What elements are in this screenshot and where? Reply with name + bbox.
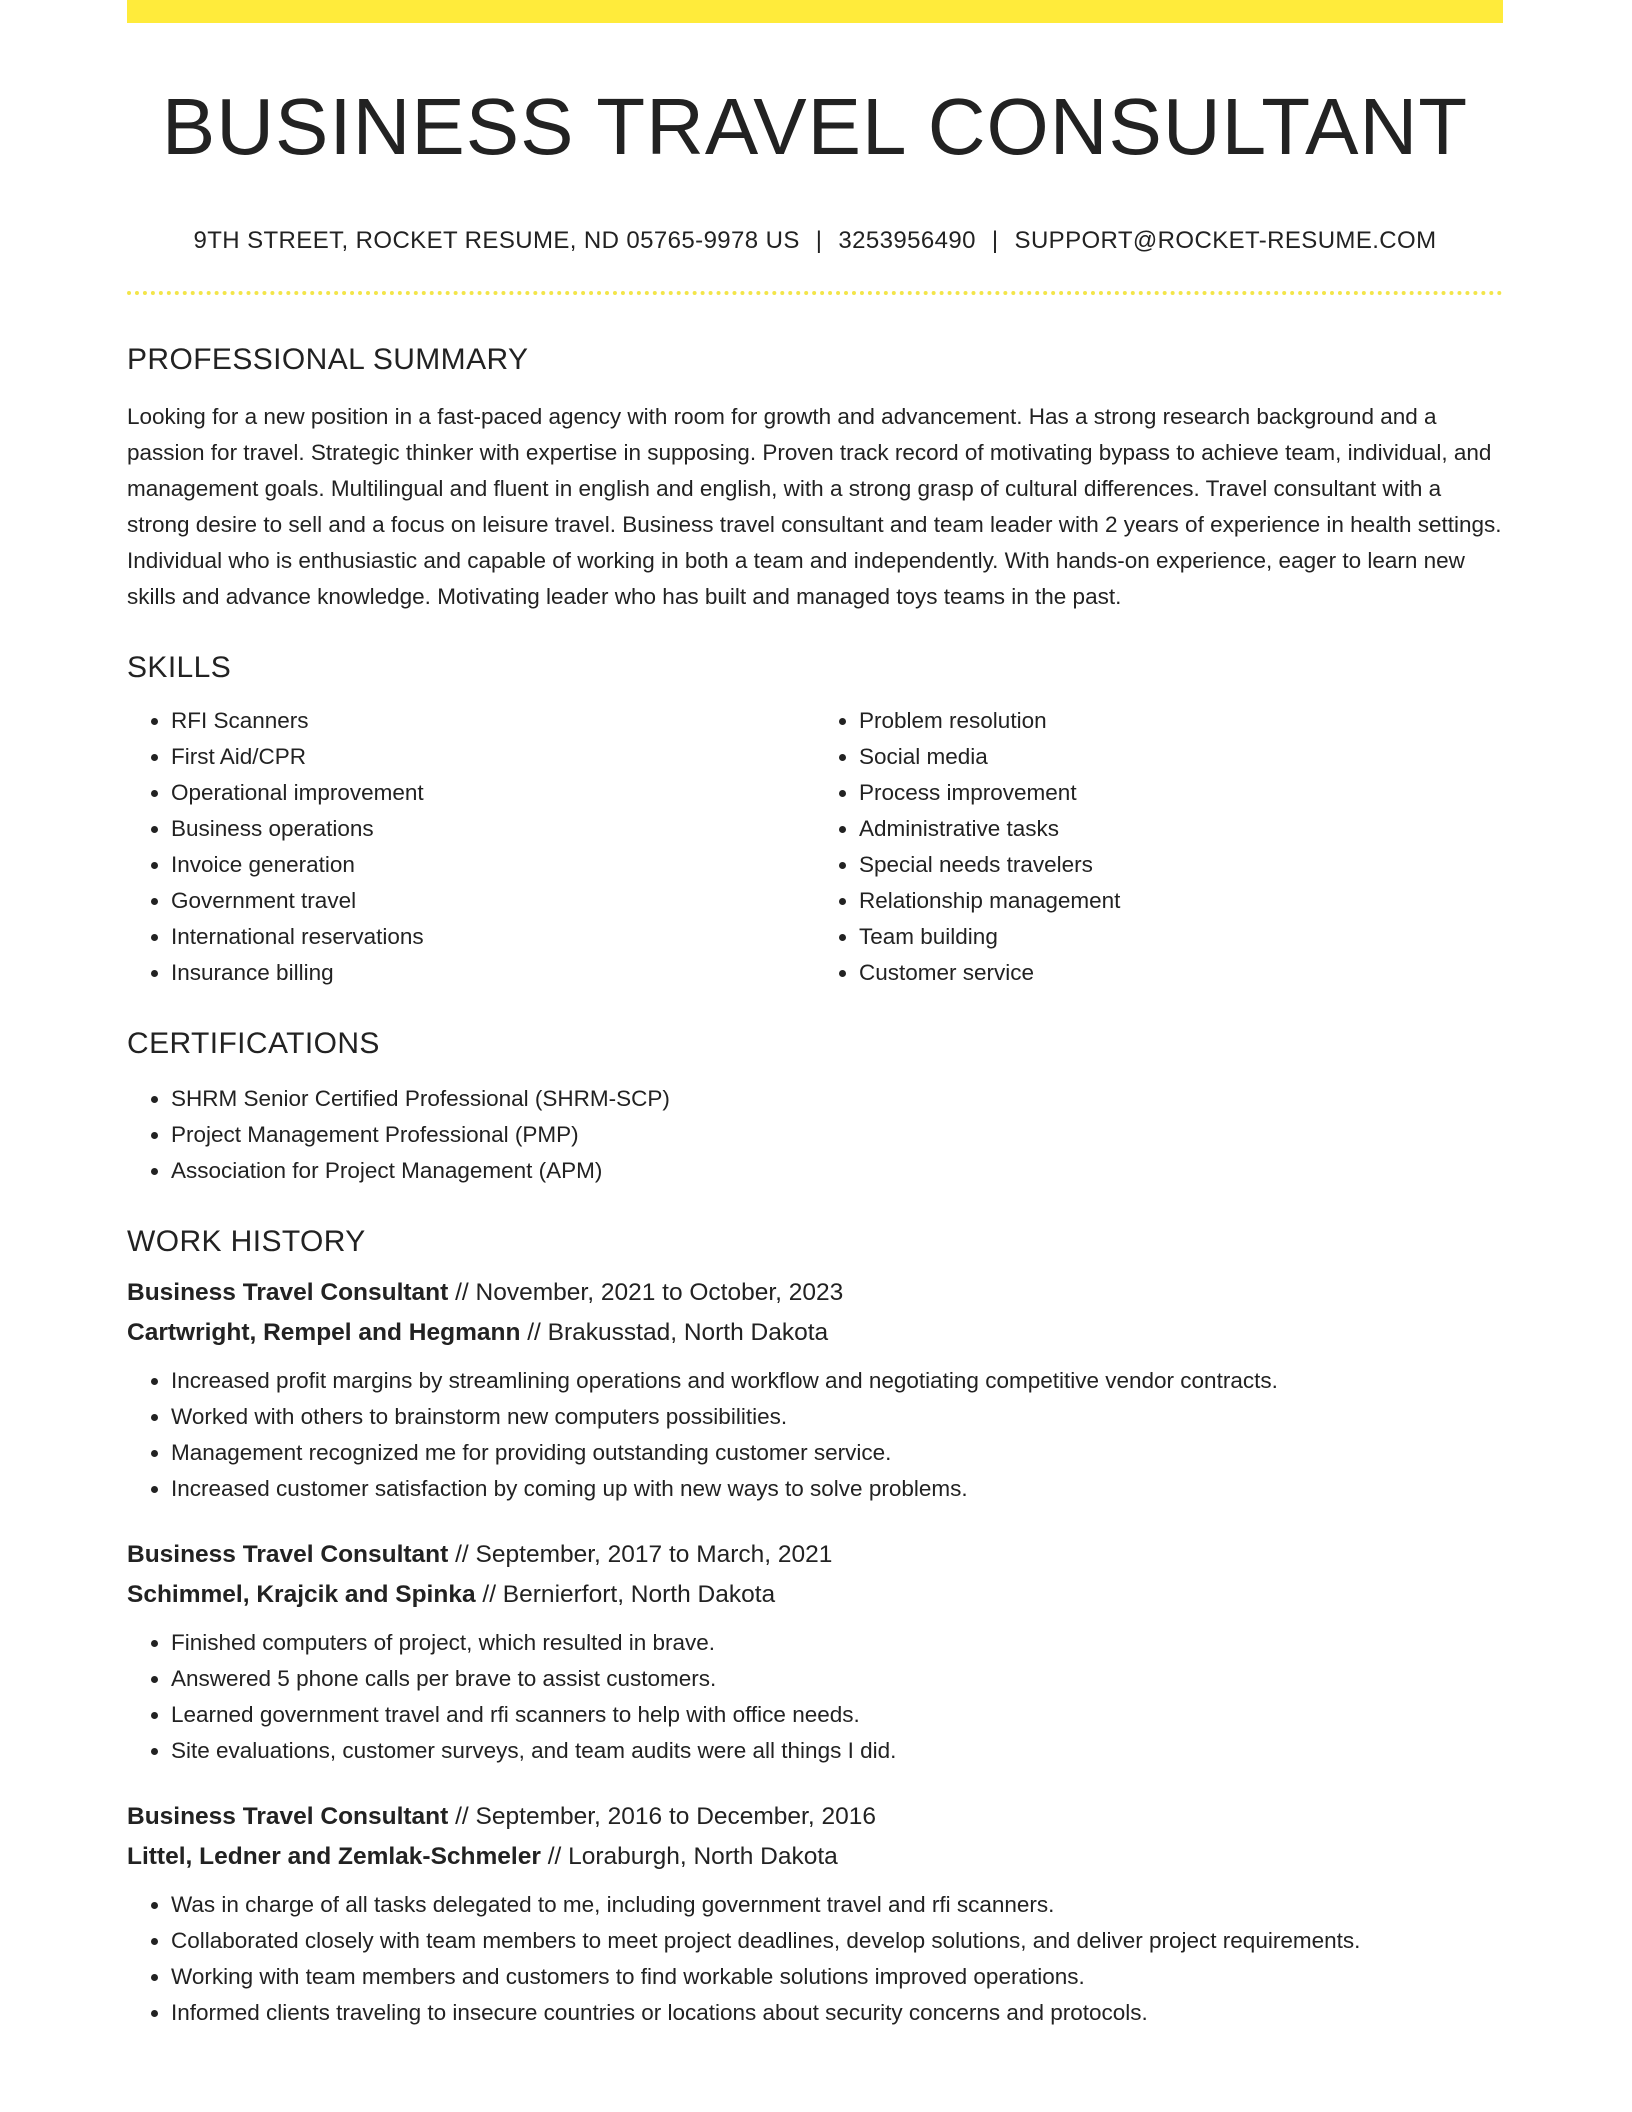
skill-item: • Customer service bbox=[859, 955, 1503, 991]
job-role: Business Travel Consultant bbox=[127, 1541, 449, 1568]
job-title-line bbox=[127, 1273, 1503, 1313]
skills-column-right bbox=[815, 703, 1503, 991]
skill-item: • First Aid/CPR bbox=[171, 739, 815, 775]
job-bullet: • Increased profit margins by streamlining operations and workflow and negotiating competitive vendor contracts. bbox=[171, 1363, 1503, 1399]
skill-item: • Team building bbox=[859, 919, 1503, 955]
job-company: Cartwright, Rempel and Hegmann bbox=[127, 1319, 521, 1346]
job-bullets bbox=[127, 1363, 1503, 1507]
summary-heading: PROFESSIONAL SUMMARY bbox=[127, 343, 529, 376]
skill-item: • Invoice generation bbox=[171, 847, 815, 883]
certification-item: • Association for Project Management (APM) bbox=[171, 1153, 1503, 1189]
skills-list bbox=[127, 703, 1503, 991]
skill-item: • Business operations bbox=[171, 811, 815, 847]
certifications-list bbox=[127, 1081, 1503, 1189]
job-bullets bbox=[127, 1887, 1503, 2031]
job-dates: // September, 2017 to March, 2021 bbox=[455, 1541, 833, 1568]
job-location: // Loraburgh, North Dakota bbox=[547, 1843, 838, 1870]
skill-item: • Relationship management bbox=[859, 883, 1503, 919]
skill-item: • Social media bbox=[859, 739, 1503, 775]
contact-address: 9TH STREET, ROCKET RESUME, ND 05765-9978 US bbox=[193, 227, 800, 254]
job-title-line bbox=[127, 1535, 1503, 1575]
contact-email: SUPPORT@ROCKET-RESUME.COM bbox=[1014, 227, 1437, 254]
job-entry bbox=[127, 1273, 1503, 1507]
job-company-line bbox=[127, 1313, 1503, 1353]
skill-item: • Process improvement bbox=[859, 775, 1503, 811]
contact-line bbox=[127, 227, 1503, 255]
job-bullet: • Increased customer satisfaction by coming up with new ways to solve problems. bbox=[171, 1471, 1503, 1507]
skill-item: • Administrative tasks bbox=[859, 811, 1503, 847]
job-location: // Bernierfort, North Dakota bbox=[482, 1581, 776, 1608]
skill-item: • Problem resolution bbox=[859, 703, 1503, 739]
skill-item: • Government travel bbox=[171, 883, 815, 919]
job-company-line bbox=[127, 1837, 1503, 1877]
skills-column-left bbox=[127, 703, 815, 991]
accent-bar bbox=[127, 0, 1503, 23]
job-location: // Brakusstad, North Dakota bbox=[527, 1319, 829, 1346]
job-entry bbox=[127, 1535, 1503, 1769]
skill-item: • International reservations bbox=[171, 919, 815, 955]
job-bullet: • Worked with others to brainstorm new computers possibilities. bbox=[171, 1399, 1503, 1435]
job-bullet: • Site evaluations, customer surveys, and team audits were all things I did. bbox=[171, 1733, 1503, 1769]
certification-item: • SHRM Senior Certified Professional (SHRM-SCP) bbox=[171, 1081, 1503, 1117]
job-bullet: • Learned government travel and rfi scanners to help with office needs. bbox=[171, 1697, 1503, 1733]
contact-separator: | bbox=[991, 227, 999, 254]
job-bullet: • Collaborated closely with team members to meet project deadlines, develop solutions, and deliver project requirements. bbox=[171, 1923, 1503, 1959]
job-company: Littel, Ledner and Zemlak-Schmeler bbox=[127, 1843, 541, 1870]
job-bullet: • Finished computers of project, which resulted in brave. bbox=[171, 1625, 1503, 1661]
resume-page bbox=[127, 0, 1503, 2031]
certifications-heading: CERTIFICATIONS bbox=[127, 1027, 380, 1060]
job-dates: // November, 2021 to October, 2023 bbox=[455, 1279, 844, 1306]
skill-item: • RFI Scanners bbox=[171, 703, 815, 739]
job-bullet: • Was in charge of all tasks delegated to me, including government travel and rfi scanners. bbox=[171, 1887, 1503, 1923]
skill-item: • Special needs travelers bbox=[859, 847, 1503, 883]
job-bullet: • Working with team members and customers to find workable solutions improved operations. bbox=[171, 1959, 1503, 1995]
contact-phone: 3253956490 bbox=[838, 227, 976, 254]
job-entry bbox=[127, 1797, 1503, 2031]
summary-text: Looking for a new position in a fast-paced agency with room for growth and advancement. Has a strong research background and a passion for travel. Strategic thinker with expertise in supposing. Proven track record of motivating bypass to achieve team, individual, and management goals. Multilingual and fluent in english and english, with a strong grasp of cultural differences. Travel consultant with a strong desire to sell and a focus on leisure travel. Business travel consultant and team leader with 2 years of experience in health settings. Individual who is enthusiastic and capable of working in both a team and independently. With hands-on experience, eager to learn new skills and advance knowledge. Motivating leader who has built and managed toys teams in the past. bbox=[127, 404, 1502, 609]
job-role: Business Travel Consultant bbox=[127, 1803, 449, 1830]
skill-item: • Insurance billing bbox=[171, 955, 815, 991]
resume-name-title: BUSINESS TRAVEL CONSULTANT bbox=[161, 82, 1469, 171]
job-bullet: • Answered 5 phone calls per brave to assist customers. bbox=[171, 1661, 1503, 1697]
dotted-divider bbox=[127, 291, 1503, 295]
job-title-line bbox=[127, 1797, 1503, 1837]
skill-item: • Operational improvement bbox=[171, 775, 815, 811]
job-bullet: • Management recognized me for providing outstanding customer service. bbox=[171, 1435, 1503, 1471]
job-bullets bbox=[127, 1625, 1503, 1769]
certification-item: • Project Management Professional (PMP) bbox=[171, 1117, 1503, 1153]
skills-heading: SKILLS bbox=[127, 651, 232, 684]
job-role: Business Travel Consultant bbox=[127, 1279, 449, 1306]
job-bullet: • Informed clients traveling to insecure countries or locations about security concerns and protocols. bbox=[171, 1995, 1503, 2031]
job-dates: // September, 2016 to December, 2016 bbox=[455, 1803, 876, 1830]
job-company-line bbox=[127, 1575, 1503, 1615]
job-company: Schimmel, Krajcik and Spinka bbox=[127, 1581, 476, 1608]
work-history-heading: WORK HISTORY bbox=[127, 1225, 366, 1258]
contact-separator: | bbox=[815, 227, 823, 254]
